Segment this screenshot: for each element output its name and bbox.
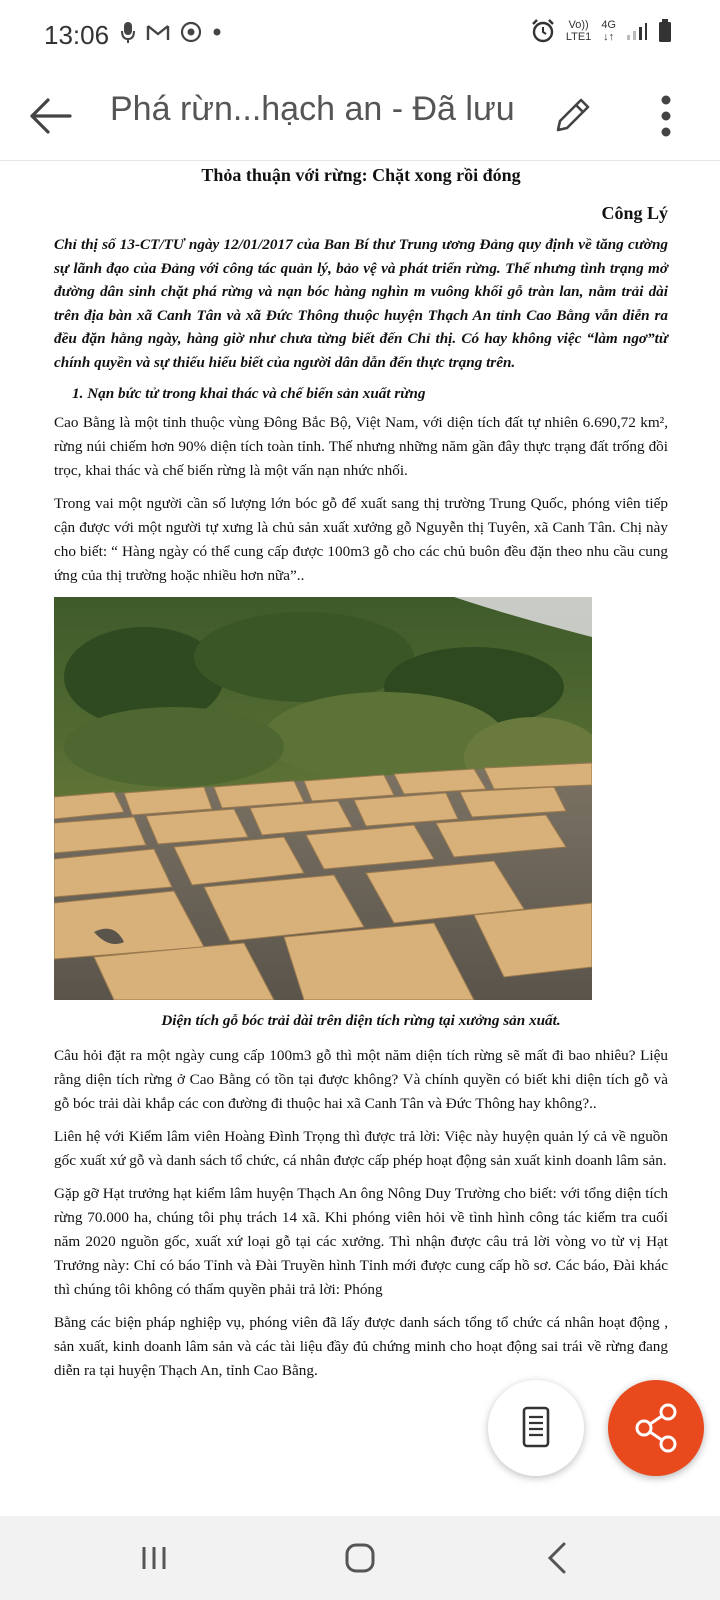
status-system xyxy=(530,18,672,44)
app-bar xyxy=(0,72,720,161)
paragraph: Trong vai một người cần số lượng lớn bóc gỗ để xuất sang thị trường Trung Quốc, phóng viên tiếp cận được với một người tự xưng là chủ sản xuất xưởng gỗ Nguyễn thị Tuyên, xã Canh Tân. Chị này cho biết: “ Hàng ngày có thể cung cấp được 100m3 gỗ cho các chủ buôn đều đặn theo nhu cầu cung ứng của thị trường hoặc nhiều hơn nữa”.. xyxy=(54,494,668,584)
document-view-button[interactable] xyxy=(488,1380,584,1476)
document-title: Thỏa thuận với rừng: Chặt xong rồi đóng xyxy=(201,165,521,185)
pencil-icon xyxy=(546,90,598,142)
photo-caption: Diện tích gỗ bóc trải dài trên diện tích rừng tại xưởng sản xuất. xyxy=(161,1011,561,1029)
edit-button[interactable] xyxy=(546,90,598,142)
home-button[interactable] xyxy=(330,1530,390,1586)
back-nav-button[interactable] xyxy=(528,1530,588,1586)
system-nav-bar xyxy=(0,1516,720,1600)
paragraph: Câu hỏi đặt ra một ngày cung cấp 100m3 gỗ thì một năm diện tích rừng sẽ mất đi bao nhiêu? Liệu rằng diện tích rừng ở Cao Bằng có tồn tại được không? Và chính quyền có biết khi diện tích gỗ và gỗ bóc trải dài khắp các con đường đi thuộc hai xã Canh Tân và Đức Thông hay không?.. xyxy=(54,1046,668,1112)
document-icon xyxy=(488,1380,584,1476)
paragraph: Cao Bằng là một tỉnh thuộc vùng Đông Bắc Bộ, Việt Nam, với diện tích đất tự nhiên 6.690,72 km², rừng núi chiếm hơn 90% diện tích toàn tỉnh. Thế nhưng những năm gần đây thực trạng đất trống đồi trọc, khai thác và chế biến rừng là một vấn nạn nhức nhối. xyxy=(54,413,668,479)
paragraph: Gặp gỡ Hạt trưởng hạt kiểm lâm huyện Thạch An ông Nông Duy Trường cho biết: với tổng diện tích rừng 70.000 ha, chúng tôi phụ trách 14 xã. Khi phóng viên hỏi về tình hình công tác kiểm tra cuối năm 2020 nguồn gốc, xuất xứ loại gỗ tại các xưởng. Thì nhận được câu trả lời vòng vo từ vị Hạt Trưởng này: Chỉ có báo Tỉnh và Đài Truyền hình Tỉnh mới được cung cấp hồ sơ. Các báo, Đài khác thì chúng tôi không có thẩm quyền phải trả lời: Phóng xyxy=(54,1184,668,1298)
document-viewer[interactable] xyxy=(0,161,720,1516)
document-page xyxy=(54,161,668,1392)
document-author: Công Lý xyxy=(601,203,668,223)
network-label: 4G xyxy=(601,19,616,31)
microphone-icon xyxy=(120,20,136,44)
more-options-button[interactable] xyxy=(640,90,692,142)
status-time: 13:06 xyxy=(44,20,110,50)
data-arrows-icon: ↓↑ xyxy=(603,31,615,43)
battery-icon xyxy=(658,19,672,43)
dot-icon xyxy=(212,27,222,37)
share-icon xyxy=(608,1380,704,1476)
photo-illustration xyxy=(54,597,592,1000)
volte-indicator xyxy=(566,19,591,43)
section-heading: 1. Nạn bức tử trong khai thác và chế biến sản xuất rừng xyxy=(72,384,426,402)
status-bar xyxy=(0,0,720,72)
share-button[interactable] xyxy=(608,1380,704,1476)
home-icon xyxy=(330,1530,390,1586)
more-vert-icon xyxy=(640,90,692,142)
page-title: Phá rừn...hạch an - Đã lưu xyxy=(110,90,515,128)
arrow-back-icon xyxy=(24,90,76,142)
signal-icon xyxy=(626,21,648,41)
recents-icon xyxy=(124,1530,184,1586)
status-notifications xyxy=(120,20,222,44)
wood-veneer-photo xyxy=(54,597,592,1000)
paragraph: Liên hệ với Kiểm lâm viên Hoàng Đình Trọng thì được trả lời: Việc này huyện quản lý cả về nguồn gốc xuất xứ gỗ và danh sách tổ chức, cá nhân được cấp phép hoạt động sản xuất kinh doanh lâm sản. xyxy=(54,1127,668,1169)
alarm-icon xyxy=(530,18,556,44)
chevron-left-icon xyxy=(528,1530,588,1586)
chrome-icon xyxy=(180,21,202,43)
volte-label: Vo)) xyxy=(568,19,589,31)
network-type xyxy=(601,19,616,43)
recents-button[interactable] xyxy=(124,1530,184,1586)
paragraph: Bằng các biện pháp nghiệp vụ, phóng viên đã lấy được danh sách tổng tổ chức cá nhân hoạt động , sản xuất, kinh doanh lâm sản và các tài liệu đầy đủ chứng minh cho hoạt động sai trái về rừng đang diễn ra tại huyện Thạch An, tỉnh Cao Bằng. xyxy=(54,1313,668,1379)
document-lead: Chỉ thị số 13-CT/TƯ ngày 12/01/2017 của Ban Bí thư Trung ương Đảng quy định về tăng cường sự lãnh đạo của Đảng với công tác quản lý, bảo vệ và phát triển rừng. Thế nhưng tình trạng mở đường dân sinh chặt phá rừng và nạn bóc hàng nghìn m vuông khối gỗ tràn lan, nằm trải dài trên địa bàn xã Canh Tân và xã Đức Thông thuộc huyện Thạch An tỉnh Cao Bằng vẫn diễn ra đều đặn hằng ngày, hàng giờ như chưa từng biết đến Chỉ thị. Có hay không việc “làm ngơ”từ chính quyền và sự thiếu hiểu biết của người dân dẫn đến thực trạng trên. xyxy=(54,236,668,371)
gmail-icon xyxy=(146,22,170,42)
back-button[interactable] xyxy=(24,90,76,142)
lte-label: LTE1 xyxy=(565,31,592,43)
